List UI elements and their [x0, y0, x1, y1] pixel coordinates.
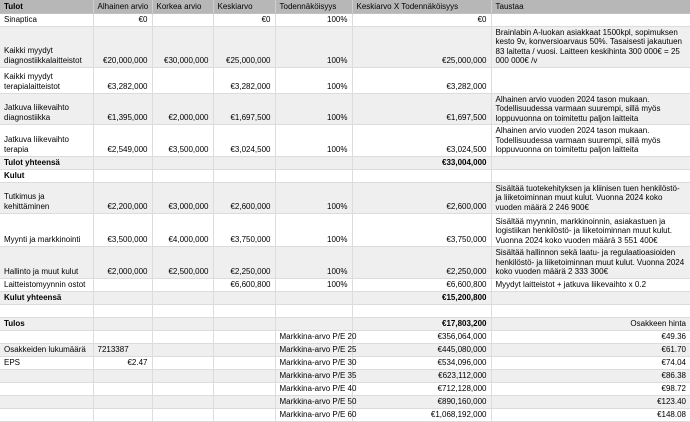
- table-row-kaikki-myydyt-diagnostiikkalaitteistot: [0, 26, 690, 67]
- cell-osakkeiden-lukumaara-pe-25-taustaa[interactable]: €61.70: [491, 343, 690, 356]
- cell-tulot-yhteensa-korkea-arvio[interactable]: [152, 156, 213, 169]
- cell-jatkuva-liikevaihto-diagnostiikka-alhainen-arvio[interactable]: €1,395,000: [93, 93, 152, 125]
- cell-markkina-arvo-pe-60-alhainen-arvio[interactable]: [93, 408, 152, 421]
- cell-empty-row-keskiarvo-x-todennakoisyys[interactable]: [352, 304, 491, 317]
- cell-osakkeiden-lukumaara-pe-25-keskiarvo[interactable]: [213, 343, 275, 356]
- cell-jatkuva-liikevaihto-terapia-korkea-arvio[interactable]: €3,500,000: [152, 125, 213, 157]
- cell-markkina-arvo-pe-35-taustaa[interactable]: €86.38: [491, 369, 690, 382]
- cell-eps-pe-30-korkea-arvio[interactable]: [152, 356, 213, 369]
- cell-eps-pe-30-taustaa[interactable]: €74.04: [491, 356, 690, 369]
- table-row-jatkuva-liikevaihto-terapia: [0, 125, 690, 157]
- table-body: [0, 13, 690, 421]
- cell-eps-pe-30-todennakoisyys[interactable]: Markkina-arvo P/E 30: [275, 356, 352, 369]
- cell-empty-row-taustaa[interactable]: [491, 304, 690, 317]
- cell-markkina-arvo-pe-35-keskiarvo[interactable]: [213, 369, 275, 382]
- cell-myynti-ja-markkinointi-label[interactable]: Myynti ja markkinointi: [0, 214, 93, 247]
- cell-kaikki-myydyt-diagnostiikkalaitteistot-keskiarvo-x-todennakoisyys[interactable]: €25,000,000: [352, 26, 491, 67]
- cell-kulut-yhteensa-label[interactable]: Kulut yhteensä: [0, 291, 93, 304]
- cell-tutkimus-ja-kehittaminen-korkea-arvio[interactable]: €3,000,000: [152, 182, 213, 214]
- cell-markkina-arvo-pe-20-todennakoisyys[interactable]: Markkina-arvo P/E 20: [275, 330, 352, 343]
- cell-tutkimus-ja-kehittaminen-todennakoisyys[interactable]: 100%: [275, 182, 352, 214]
- cell-osakkeiden-lukumaara-pe-25-alhainen-arvio[interactable]: 7213387: [93, 343, 152, 356]
- cell-markkina-arvo-pe-40-keskiarvo-x-todennakoisyys[interactable]: €712,128,000: [352, 382, 491, 395]
- cell-kulut-korkea-arvio[interactable]: [152, 169, 213, 182]
- table-row-empty-row: [0, 304, 690, 317]
- cell-markkina-arvo-pe-20-alhainen-arvio[interactable]: [93, 330, 152, 343]
- cell-empty-row-alhainen-arvio[interactable]: [93, 304, 152, 317]
- cell-osakkeiden-lukumaara-pe-25-todennakoisyys[interactable]: Markkina-arvo P/E 25: [275, 343, 352, 356]
- cell-kaikki-myydyt-diagnostiikkalaitteistot-todennakoisyys[interactable]: 100%: [275, 26, 352, 67]
- cell-sinaptica-todennakoisyys[interactable]: 100%: [275, 13, 352, 26]
- cell-markkina-arvo-pe-20-korkea-arvio[interactable]: [152, 330, 213, 343]
- header-cell-tulot[interactable]: Tulot: [0, 0, 93, 13]
- cell-sinaptica-label[interactable]: Sinaptica: [0, 13, 93, 26]
- header-cell-taustaa[interactable]: Taustaa: [491, 0, 690, 13]
- cell-tulot-yhteensa-todennakoisyys[interactable]: [275, 156, 352, 169]
- cell-laitteistomyynnin-ostot-todennakoisyys[interactable]: 100%: [275, 278, 352, 291]
- table-row-sinaptica: [0, 13, 690, 26]
- cell-myynti-ja-markkinointi-alhainen-arvio[interactable]: €3,500,000: [93, 214, 152, 247]
- cell-tulot-yhteensa-keskiarvo[interactable]: [213, 156, 275, 169]
- cell-eps-pe-30-keskiarvo-x-todennakoisyys[interactable]: €534,096,000: [352, 356, 491, 369]
- cell-empty-row-keskiarvo[interactable]: [213, 304, 275, 317]
- cell-markkina-arvo-pe-50-alhainen-arvio[interactable]: [93, 395, 152, 408]
- cell-kaikki-myydyt-terapialaitteistot-alhainen-arvio[interactable]: €3,282,000: [93, 67, 152, 93]
- cell-markkina-arvo-pe-40-korkea-arvio[interactable]: [152, 382, 213, 395]
- cell-osakkeiden-lukumaara-pe-25-korkea-arvio[interactable]: [152, 343, 213, 356]
- cell-laitteistomyynnin-ostot-keskiarvo[interactable]: €6,600,800: [213, 278, 275, 291]
- table-row-markkina-arvo-pe-40: [0, 382, 690, 395]
- cell-markkina-arvo-pe-35-keskiarvo-x-todennakoisyys[interactable]: €623,112,000: [352, 369, 491, 382]
- cell-kulut-alhainen-arvio[interactable]: [93, 169, 152, 182]
- cell-osakkeiden-lukumaara-pe-25-keskiarvo-x-todennakoisyys[interactable]: €445,080,000: [352, 343, 491, 356]
- cell-jatkuva-liikevaihto-diagnostiikka-label[interactable]: Jatkuva liikevaihto diagnostiikka: [0, 93, 93, 125]
- cell-kaikki-myydyt-terapialaitteistot-keskiarvo-x-todennakoisyys[interactable]: €3,282,000: [352, 67, 491, 93]
- cell-markkina-arvo-pe-50-label[interactable]: [0, 395, 93, 408]
- cell-tutkimus-ja-kehittaminen-alhainen-arvio[interactable]: €2,200,000: [93, 182, 152, 214]
- table-row-kaikki-myydyt-terapialaitteistot: [0, 67, 690, 93]
- table-row-markkina-arvo-pe-50: [0, 395, 690, 408]
- table-row-tulot-yhteensa: [0, 156, 690, 169]
- cell-tutkimus-ja-kehittaminen-keskiarvo[interactable]: €2,600,000: [213, 182, 275, 214]
- cell-kulut-yhteensa-keskiarvo-x-todennakoisyys[interactable]: €15,200,800: [352, 291, 491, 304]
- cell-myynti-ja-markkinointi-taustaa[interactable]: Sisältää myynnin, markkinoinnin, asiakastuen ja logistiikan henkilöstö- ja liiketoiminnan muut kulut. Vuonna 2024 koko vuoden määrä 3 551 400€: [491, 214, 690, 247]
- cell-markkina-arvo-pe-50-todennakoisyys[interactable]: Markkina-arvo P/E 50: [275, 395, 352, 408]
- cell-markkina-arvo-pe-40-alhainen-arvio[interactable]: [93, 382, 152, 395]
- table-row-markkina-arvo-pe-35: [0, 369, 690, 382]
- table-row-hallinto-ja-muut-kulut: [0, 247, 690, 279]
- header-cell-keskiarvo-x-todennakoisyys[interactable]: Keskiarvo X Todennäköisyys: [352, 0, 491, 13]
- cell-markkina-arvo-pe-20-keskiarvo[interactable]: [213, 330, 275, 343]
- cell-sinaptica-alhainen-arvio[interactable]: €0: [93, 13, 152, 26]
- cell-kulut-yhteensa-taustaa[interactable]: [491, 291, 690, 304]
- cell-hallinto-ja-muut-kulut-alhainen-arvio[interactable]: €2,000,000: [93, 247, 152, 279]
- cell-kaikki-myydyt-diagnostiikkalaitteistot-taustaa[interactable]: Brainlabin A-luokan asiakkaat 1500kpl, sopimuksen kesto 9v, konversioarvaus 50%. Tasaisesti jakautuen 83 laitetta / vuosi. Laitteen keskihinta 300 000€ = 25 000 000€ /v: [491, 26, 690, 67]
- cell-markkina-arvo-pe-50-taustaa[interactable]: €123.40: [491, 395, 690, 408]
- cell-markkina-arvo-pe-60-keskiarvo[interactable]: [213, 408, 275, 421]
- table-row-tutkimus-ja-kehittaminen: [0, 182, 690, 214]
- cell-kaikki-myydyt-terapialaitteistot-korkea-arvio[interactable]: [152, 67, 213, 93]
- cell-markkina-arvo-pe-50-korkea-arvio[interactable]: [152, 395, 213, 408]
- cell-kulut-label[interactable]: Kulut: [0, 169, 93, 182]
- cell-markkina-arvo-pe-35-korkea-arvio[interactable]: [152, 369, 213, 382]
- table-row-kulut-yhteensa: [0, 291, 690, 304]
- cell-myynti-ja-markkinointi-keskiarvo[interactable]: €3,750,000: [213, 214, 275, 247]
- cell-tulot-yhteensa-label[interactable]: Tulot yhteensä: [0, 156, 93, 169]
- header-cell-keskiarvo[interactable]: Keskiarvo: [213, 0, 275, 13]
- header-cell-korkea-arvio[interactable]: Korkea arvio: [152, 0, 213, 13]
- cell-markkina-arvo-pe-60-label[interactable]: [0, 408, 93, 421]
- cell-kaikki-myydyt-diagnostiikkalaitteistot-keskiarvo[interactable]: €25,000,000: [213, 26, 275, 67]
- table-row-jatkuva-liikevaihto-diagnostiikka: [0, 93, 690, 125]
- cell-empty-row-korkea-arvio[interactable]: [152, 304, 213, 317]
- header-cell-alhainen-arvio[interactable]: Alhainen arvio: [93, 0, 152, 13]
- cell-eps-pe-30-keskiarvo[interactable]: [213, 356, 275, 369]
- cell-jatkuva-liikevaihto-diagnostiikka-korkea-arvio[interactable]: €2,000,000: [152, 93, 213, 125]
- table-row-osakkeiden-lukumaara-pe-25: [0, 343, 690, 356]
- cell-tulos-keskiarvo[interactable]: [213, 317, 275, 330]
- cell-kaikki-myydyt-terapialaitteistot-todennakoisyys[interactable]: 100%: [275, 67, 352, 93]
- cell-jatkuva-liikevaihto-diagnostiikka-todennakoisyys[interactable]: 100%: [275, 93, 352, 125]
- table-header: [0, 0, 690, 13]
- cell-jatkuva-liikevaihto-terapia-label[interactable]: Jatkuva liikevaihto terapia: [0, 125, 93, 157]
- cell-markkina-arvo-pe-60-keskiarvo-x-todennakoisyys[interactable]: €1,068,192,000: [352, 408, 491, 421]
- cell-myynti-ja-markkinointi-keskiarvo-x-todennakoisyys[interactable]: €3,750,000: [352, 214, 491, 247]
- cell-jatkuva-liikevaihto-terapia-todennakoisyys[interactable]: 100%: [275, 125, 352, 157]
- cell-kaikki-myydyt-terapialaitteistot-label[interactable]: Kaikki myydyt terapialaitteistot: [0, 67, 93, 93]
- cell-markkina-arvo-pe-50-keskiarvo[interactable]: [213, 395, 275, 408]
- cell-sinaptica-korkea-arvio[interactable]: [152, 13, 213, 26]
- cell-jatkuva-liikevaihto-diagnostiikka-keskiarvo[interactable]: €1,697,500: [213, 93, 275, 125]
- cell-markkina-arvo-pe-50-keskiarvo-x-todennakoisyys[interactable]: €890,160,000: [352, 395, 491, 408]
- table-row-markkina-arvo-pe-60: [0, 408, 690, 421]
- cell-jatkuva-liikevaihto-terapia-taustaa[interactable]: Alhainen arvio vuoden 2024 tason mukaan. Todellisuudessa varmaan suurempi, sillä myös loppuvuonna on toimitettu paljon laitteita: [491, 125, 690, 157]
- cell-tulos-keskiarvo-x-todennakoisyys[interactable]: €17,803,200: [352, 317, 491, 330]
- cell-markkina-arvo-pe-20-keskiarvo-x-todennakoisyys[interactable]: €356,064,000: [352, 330, 491, 343]
- cell-kulut-todennakoisyys[interactable]: [275, 169, 352, 182]
- cell-tulot-yhteensa-keskiarvo-x-todennakoisyys[interactable]: €33,004,000: [352, 156, 491, 169]
- cell-myynti-ja-markkinointi-todennakoisyys[interactable]: 100%: [275, 214, 352, 247]
- table-row-laitteistomyynnin-ostot: [0, 278, 690, 291]
- cell-hallinto-ja-muut-kulut-korkea-arvio[interactable]: €2,500,000: [152, 247, 213, 279]
- cell-laitteistomyynnin-ostot-label[interactable]: Laitteistomyynnin ostot: [0, 278, 93, 291]
- cell-markkina-arvo-pe-40-keskiarvo[interactable]: [213, 382, 275, 395]
- table-row-eps-pe-30: [0, 356, 690, 369]
- cell-eps-pe-30-alhainen-arvio[interactable]: €2.47: [93, 356, 152, 369]
- cell-hallinto-ja-muut-kulut-keskiarvo-x-todennakoisyys[interactable]: €2,250,000: [352, 247, 491, 279]
- cell-markkina-arvo-pe-35-alhainen-arvio[interactable]: [93, 369, 152, 382]
- cell-jatkuva-liikevaihto-diagnostiikka-taustaa[interactable]: Alhainen arvio vuoden 2024 tason mukaan. Todellisuudessa varmaan suurempi, sillä myös loppuvuonna on toimitettu paljon laitteita: [491, 93, 690, 125]
- table-row-tulos: [0, 317, 690, 330]
- cell-tulot-yhteensa-alhainen-arvio[interactable]: [93, 156, 152, 169]
- cell-laitteistomyynnin-ostot-taustaa[interactable]: Myydyt laitteistot + jatkuva liikevaihto x 0.2: [491, 278, 690, 291]
- cell-laitteistomyynnin-ostot-korkea-arvio[interactable]: [152, 278, 213, 291]
- cell-tulos-korkea-arvio[interactable]: [152, 317, 213, 330]
- cell-markkina-arvo-pe-40-label[interactable]: [0, 382, 93, 395]
- cell-sinaptica-keskiarvo[interactable]: €0: [213, 13, 275, 26]
- header-cell-todennakoisyys[interactable]: Todennäköisyys: [275, 0, 352, 13]
- cell-hallinto-ja-muut-kulut-keskiarvo[interactable]: €2,250,000: [213, 247, 275, 279]
- cell-kaikki-myydyt-diagnostiikkalaitteistot-label[interactable]: Kaikki myydyt diagnostiikkalaitteistot: [0, 26, 93, 67]
- cell-tulos-label[interactable]: Tulos: [0, 317, 93, 330]
- cell-kulut-yhteensa-keskiarvo[interactable]: [213, 291, 275, 304]
- cell-sinaptica-taustaa[interactable]: [491, 13, 690, 26]
- cell-markkina-arvo-pe-60-korkea-arvio[interactable]: [152, 408, 213, 421]
- cell-kulut-keskiarvo-x-todennakoisyys[interactable]: [352, 169, 491, 182]
- cell-tutkimus-ja-kehittaminen-taustaa[interactable]: Sisältää tuotekehityksen ja kliinisen tuen henkilöstö- ja liiketoiminnan muut kulut. Vuonna 2024 koko vuoden määrä 2 246 900€: [491, 182, 690, 214]
- cell-laitteistomyynnin-ostot-alhainen-arvio[interactable]: [93, 278, 152, 291]
- cell-tulot-yhteensa-taustaa[interactable]: [491, 156, 690, 169]
- cell-markkina-arvo-pe-60-todennakoisyys[interactable]: Markkina-arvo P/E 60: [275, 408, 352, 421]
- cell-markkina-arvo-pe-20-taustaa[interactable]: €49.36: [491, 330, 690, 343]
- table-row-markkina-arvo-pe-20: [0, 330, 690, 343]
- cell-tutkimus-ja-kehittaminen-keskiarvo-x-todennakoisyys[interactable]: €2,600,000: [352, 182, 491, 214]
- cell-markkina-arvo-pe-60-taustaa[interactable]: €148.08: [491, 408, 690, 421]
- cell-jatkuva-liikevaihto-terapia-keskiarvo-x-todennakoisyys[interactable]: €3,024,500: [352, 125, 491, 157]
- cell-hallinto-ja-muut-kulut-label[interactable]: Hallinto ja muut kulut: [0, 247, 93, 279]
- cell-kaikki-myydyt-diagnostiikkalaitteistot-korkea-arvio[interactable]: €30,000,000: [152, 26, 213, 67]
- header-row: [0, 0, 690, 13]
- cell-sinaptica-keskiarvo-x-todennakoisyys[interactable]: €0: [352, 13, 491, 26]
- cell-kaikki-myydyt-terapialaitteistot-taustaa[interactable]: [491, 67, 690, 93]
- cell-kulut-yhteensa-alhainen-arvio[interactable]: [93, 291, 152, 304]
- cell-jatkuva-liikevaihto-diagnostiikka-keskiarvo-x-todennakoisyys[interactable]: €1,697,500: [352, 93, 491, 125]
- cell-markkina-arvo-pe-20-label[interactable]: [0, 330, 93, 343]
- cell-hallinto-ja-muut-kulut-taustaa[interactable]: Sisältää hallinnon sekä laatu- ja regulaatioasioiden henkilöstö- ja liiketoiminnan muut kulut. Vuonna 2024 koko vuoden määrä 2 333 300€: [491, 247, 690, 279]
- cell-markkina-arvo-pe-35-label[interactable]: [0, 369, 93, 382]
- cell-kulut-keskiarvo[interactable]: [213, 169, 275, 182]
- cell-kulut-yhteensa-korkea-arvio[interactable]: [152, 291, 213, 304]
- cell-laitteistomyynnin-ostot-keskiarvo-x-todennakoisyys[interactable]: €6,600,800: [352, 278, 491, 291]
- cell-jatkuva-liikevaihto-terapia-keskiarvo[interactable]: €3,024,500: [213, 125, 275, 157]
- cell-eps-pe-30-label[interactable]: EPS: [0, 356, 93, 369]
- cell-markkina-arvo-pe-40-todennakoisyys[interactable]: Markkina-arvo P/E 40: [275, 382, 352, 395]
- cell-empty-row-todennakoisyys[interactable]: [275, 304, 352, 317]
- cell-kaikki-myydyt-terapialaitteistot-keskiarvo[interactable]: €3,282,000: [213, 67, 275, 93]
- cell-markkina-arvo-pe-40-taustaa[interactable]: €98.72: [491, 382, 690, 395]
- cell-myynti-ja-markkinointi-korkea-arvio[interactable]: €4,000,000: [152, 214, 213, 247]
- cell-tulos-todennakoisyys[interactable]: [275, 317, 352, 330]
- cell-osakkeiden-lukumaara-pe-25-label[interactable]: Osakkeiden lukumäärä: [0, 343, 93, 356]
- cell-empty-row-label[interactable]: [0, 304, 93, 317]
- cell-kulut-taustaa[interactable]: [491, 169, 690, 182]
- table-row-kulut: [0, 169, 690, 182]
- table-row-myynti-ja-markkinointi: [0, 214, 690, 247]
- cell-tutkimus-ja-kehittaminen-label[interactable]: Tutkimus ja kehittäminen: [0, 182, 93, 214]
- cell-hallinto-ja-muut-kulut-todennakoisyys[interactable]: 100%: [275, 247, 352, 279]
- cell-tulos-alhainen-arvio[interactable]: [93, 317, 152, 330]
- cell-kaikki-myydyt-diagnostiikkalaitteistot-alhainen-arvio[interactable]: €20,000,000: [93, 26, 152, 67]
- cell-jatkuva-liikevaihto-terapia-alhainen-arvio[interactable]: €2,549,000: [93, 125, 152, 157]
- cell-tulos-taustaa[interactable]: Osakkeen hinta: [491, 317, 690, 330]
- cell-markkina-arvo-pe-35-todennakoisyys[interactable]: Markkina-arvo P/E 35: [275, 369, 352, 382]
- cell-kulut-yhteensa-todennakoisyys[interactable]: [275, 291, 352, 304]
